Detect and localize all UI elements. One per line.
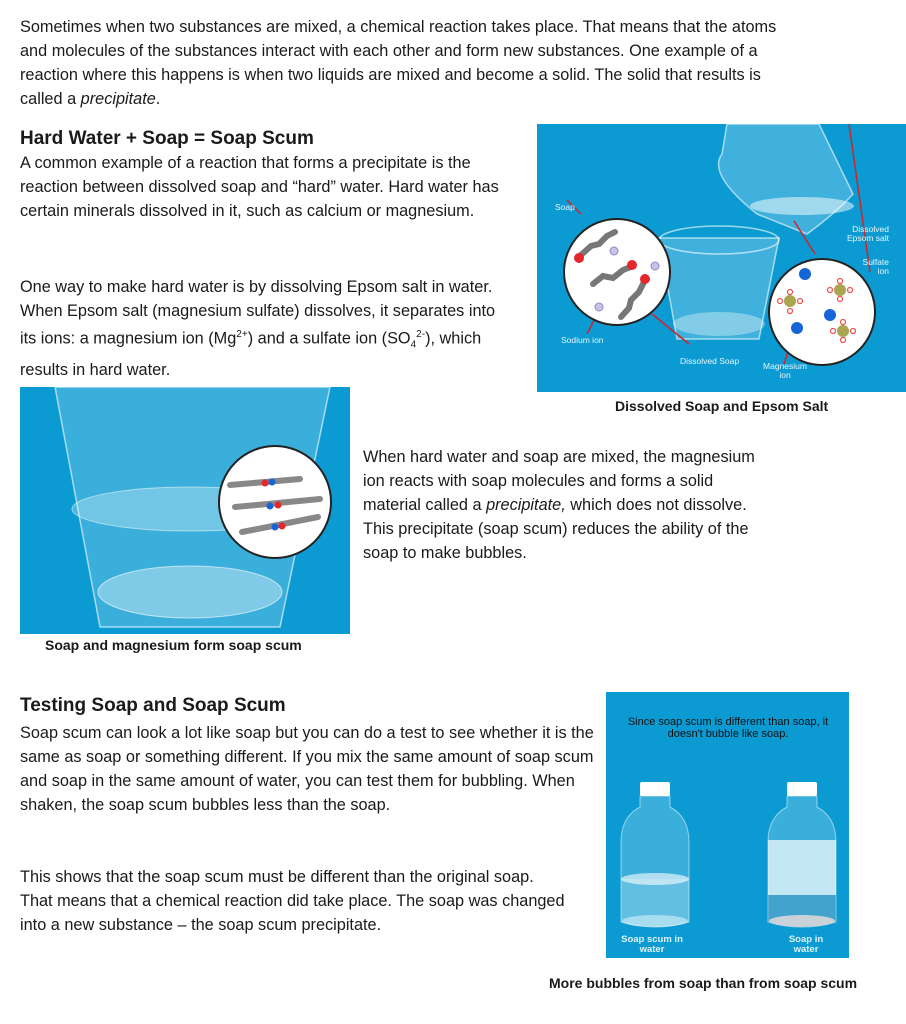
figure-bubble-test bbox=[606, 692, 849, 958]
para2-text-a: One way to make hard water is by dissolving Epsom salt in water. When Epsom salt (magnesium sulfate) dissolves, it separates into its ions: a magnesium ion (Mg bbox=[20, 278, 496, 348]
label-soap-in-water: Soap in water bbox=[788, 934, 824, 955]
label-sulfate-ion: Sulfate ion bbox=[862, 257, 889, 276]
label-sodium-ion: Sodium ion bbox=[561, 335, 604, 345]
intro-text: Sometimes when two substances are mixed, a chemical reaction takes place. That means that the atoms and molecules of the substances interact with each other and form new substances. One example of a reaction where this happens is when two liquids are mixed and become a solid. The solid that results is called a bbox=[20, 18, 777, 108]
intro-paragraph bbox=[20, 15, 790, 111]
figure2-illustration bbox=[20, 387, 350, 634]
para3-text-a: When hard water and soap are mixed, the magnesium ion reacts with soap molecules and forms a solid material called a bbox=[363, 448, 755, 514]
para2-text-b: ) and a sulfate ion (SO bbox=[247, 329, 411, 348]
figure2-caption: Soap and magnesium form soap scum bbox=[45, 637, 302, 653]
intro-end: . bbox=[155, 90, 161, 108]
figure-soap-scum-cup bbox=[20, 387, 350, 634]
section1-para2 bbox=[20, 275, 512, 382]
figure1-illustration bbox=[537, 124, 906, 392]
section2-para1: Soap scum can look a lot like soap but you can do a test to see whether it is the same as soap or something different. If you mix the same amount of soap scum and soap in the same amount of water, you can test them for bubbling. When shaken, the soap scum bubbles less than the soap. bbox=[20, 724, 594, 814]
figure3-title: Since soap scum is different than soap, it doesn't bubble like soap. bbox=[627, 716, 829, 740]
para3-italic: precipitate, bbox=[486, 496, 566, 514]
label-soap: Soap bbox=[555, 202, 575, 212]
mg-charge: 2+ bbox=[236, 329, 248, 340]
section1-para1: A common example of a reaction that forms a precipitate is the reaction between dissolved soap and “hard” water. Hard water has certain minerals dissolved in it, such as calcium or magnesium. bbox=[20, 154, 499, 220]
figure3-caption: More bubbles from soap than from soap scum bbox=[549, 975, 858, 991]
figure1-caption: Dissolved Soap and Epsom Salt bbox=[615, 398, 829, 414]
para3-text-b: which does not dissolve. This precipitate (soap scum) reduces the ability of the soap to make bubbles. bbox=[363, 496, 749, 562]
section1-para3 bbox=[363, 445, 758, 565]
so4-subscript: 4 bbox=[410, 339, 417, 351]
so4-charge: 2- bbox=[416, 329, 426, 340]
para2-text-c: ), which results in hard water. bbox=[20, 329, 482, 379]
label-magnesium-ion: Magnesium ion bbox=[763, 361, 807, 380]
label-dissolved-epsom: Dissolved Epsom salt bbox=[846, 224, 889, 243]
section1-heading: Hard Water + Soap = Soap Scum bbox=[20, 128, 314, 149]
section2-para2: This shows that the soap scum must be different than the original soap. That means that a chemical reaction did take place. The soap was changed into a new substance – the soap scum precipitate. bbox=[20, 868, 565, 934]
label-dissolved-soap: Dissolved Soap bbox=[680, 356, 740, 366]
label-soap-scum-in-water: Soap scum in water bbox=[621, 934, 683, 955]
figure-dissolved-soap-epsom bbox=[537, 124, 906, 392]
intro-italic: precipitate bbox=[80, 90, 156, 108]
section2-heading: Testing Soap and Soap Scum bbox=[20, 695, 286, 716]
